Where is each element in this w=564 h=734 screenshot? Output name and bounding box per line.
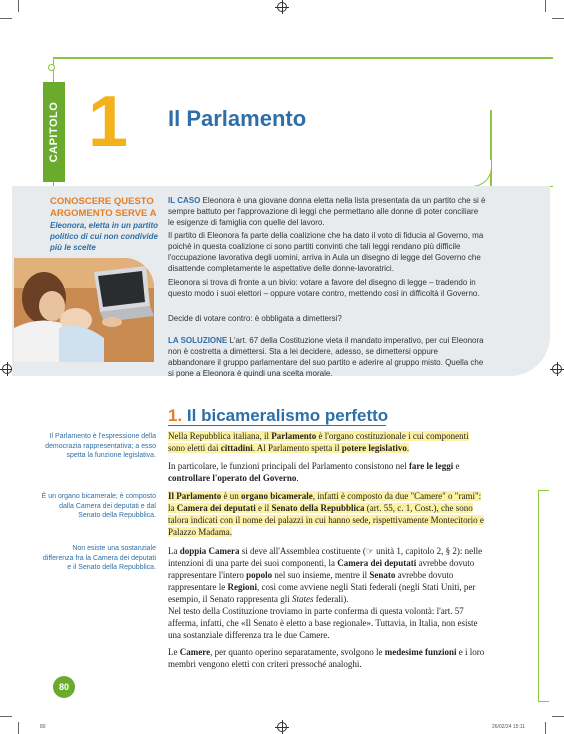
photo-illustration	[14, 258, 154, 362]
registration-mark-icon	[2, 364, 12, 374]
body-paragraph-2: In particolare, le funzioni principali del Parlamento consistono nel fare le leggi e controllare l'operato del Governo.	[168, 461, 460, 483]
case-label: IL CASO	[168, 196, 201, 205]
crop-mark	[552, 18, 564, 19]
body-paragraph-5: Le Camere, per quanto operino separatamente, svolgono le medesime funzioni e i loro membri vengono eletti con criteri pressoché analoghi.	[168, 647, 485, 669]
section-number: 1.	[168, 406, 183, 425]
chapter-frame-top	[53, 57, 553, 59]
crop-mark	[0, 18, 12, 19]
frame-dot-icon	[48, 64, 55, 71]
case-paragraph-3: Eleonora si trova di fronte a un bivio: votare a favore del disegno di legge – tradendo in questo modo i suoi elettori – oppure votare contro, mettendo così in difficoltà il Governo.	[168, 278, 480, 298]
registration-mark-icon	[277, 2, 287, 12]
solution-paragraph	[168, 335, 486, 379]
chapter-tab-label: CAPITOLO	[48, 101, 60, 163]
frame-right-line	[490, 110, 492, 187]
registration-mark-icon	[552, 364, 562, 374]
chapter-tab	[43, 82, 65, 182]
case-text-1: Eleonora è una giovane donna eletta nella lista presentata da un partito che si è sempre battuto per l'approvazione di leggi che permettano alle donne di poter conciliare le esigenze di famiglia con quelle del lavoro.	[168, 196, 486, 227]
crop-mark	[18, 722, 19, 734]
chapter-number: 1	[88, 82, 129, 162]
case-paragraph-4: Decide di votare contro: è obbligata a dimettersi?	[168, 314, 342, 323]
solution-label: LA SOLUZIONE	[168, 336, 228, 345]
kicker-subtitle: Eleonora, eletta in un partito politico di cui non condivide più le scelte	[50, 221, 159, 252]
crop-mark	[545, 0, 546, 12]
footer-left: 80	[40, 724, 46, 730]
footer-right: 26/02/24 15:11	[492, 724, 525, 730]
highlight: Il Parlamento è un organo bicamerale, infatti è composto da due "Camere" o "rami": la Camera dei deputati e il Senato della Repubblica (art. 55, c. 1, Cost.), che sono talora indicati con il nome dei palazzi in cui hanno sede, rispettivamente Montecitorio e Palazzo Madama.	[168, 491, 484, 537]
page-edge-bracket	[538, 490, 549, 702]
kicker-title: CONOSCERE QUESTO ARGOMENTO SERVE A	[50, 196, 157, 219]
solution-text: L'art. 67 della Costituzione vieta il mandato imperativo, per cui Eleonora non è costretta a dimettersi. Sta a lei decidere, adesso, se dimettersi oppure abbandonare il gruppo parlamentare del suo partito e aderire al gruppo misto. Quella che si pone a Eleonora è quindi una scelta morale.	[168, 336, 484, 378]
margin-note-1: Il Parlamento è l'espressione della democrazia rappresentativa; a esso spetta la funzione legislativa.	[45, 433, 156, 459]
page-number: 80	[53, 676, 75, 698]
crop-mark	[0, 716, 12, 717]
body-paragraph-1	[168, 430, 486, 454]
body-paragraph-4: La doppia Camera si deve all'Assemblea costituente (☞ unità 1, capitolo 2, § 2): nelle intenzioni di una parte dei suoi componenti, la Camera dei deputati avrebbe dovuto rappresentare l'intero popolo nel suo insieme, mentre il Senato avrebbe dovuto rappresentare le Regioni, così come avviene negli Stati federali (negli Stati Uniti, per esempio, il Senato rappresenta gli States federali). Nel testo della Costituzione troviamo in parte conferma di questa volontà: l'art. 57 afferma, infatti, che «Il Senato è eletto a base regionale». Tuttavia, in Italia, non esiste una sostanziale differenza tra le due Camere.	[168, 546, 483, 640]
body-paragraph-3	[168, 490, 486, 538]
case-paragraph-2: Il partito di Eleonora fa parte della coalizione che ha dato il voto di fiducia al Governo, ma poiché in questa coalizione ci sono partiti convinti che tali leggi rendano più difficile l'occupazione lavorativa degli uomini, arriva in Aula un disegno di legge del Governo che disattende completamente le aspettative delle donne-lavoratrici.	[168, 231, 484, 273]
registration-mark-icon	[277, 722, 287, 732]
highlight: Nella Repubblica italiana, il Parlamento è l'organo costituzionale i cui componenti sono eletti dai cittadini. Al Parlamento spetta il potere legislativo.	[168, 431, 469, 453]
crop-mark	[18, 0, 19, 12]
margin-note-2: È un organo bicamerale; è composto dalla Camera dei deputati e dal Senato della Repubblica.	[41, 493, 156, 519]
section-heading	[168, 406, 388, 426]
section-underline	[168, 425, 386, 426]
crop-mark	[545, 722, 546, 734]
chapter-title: Il Parlamento	[168, 106, 307, 131]
case-paragraph-1	[168, 195, 486, 228]
section-title: Il bicameralismo perfetto	[186, 406, 389, 425]
mother-laptop-photo	[14, 258, 154, 362]
crop-mark	[552, 716, 564, 717]
margin-note-3: Non esiste una sostanziale differenza fra la Camera dei deputati e il Senato della Repubblica.	[42, 545, 156, 571]
